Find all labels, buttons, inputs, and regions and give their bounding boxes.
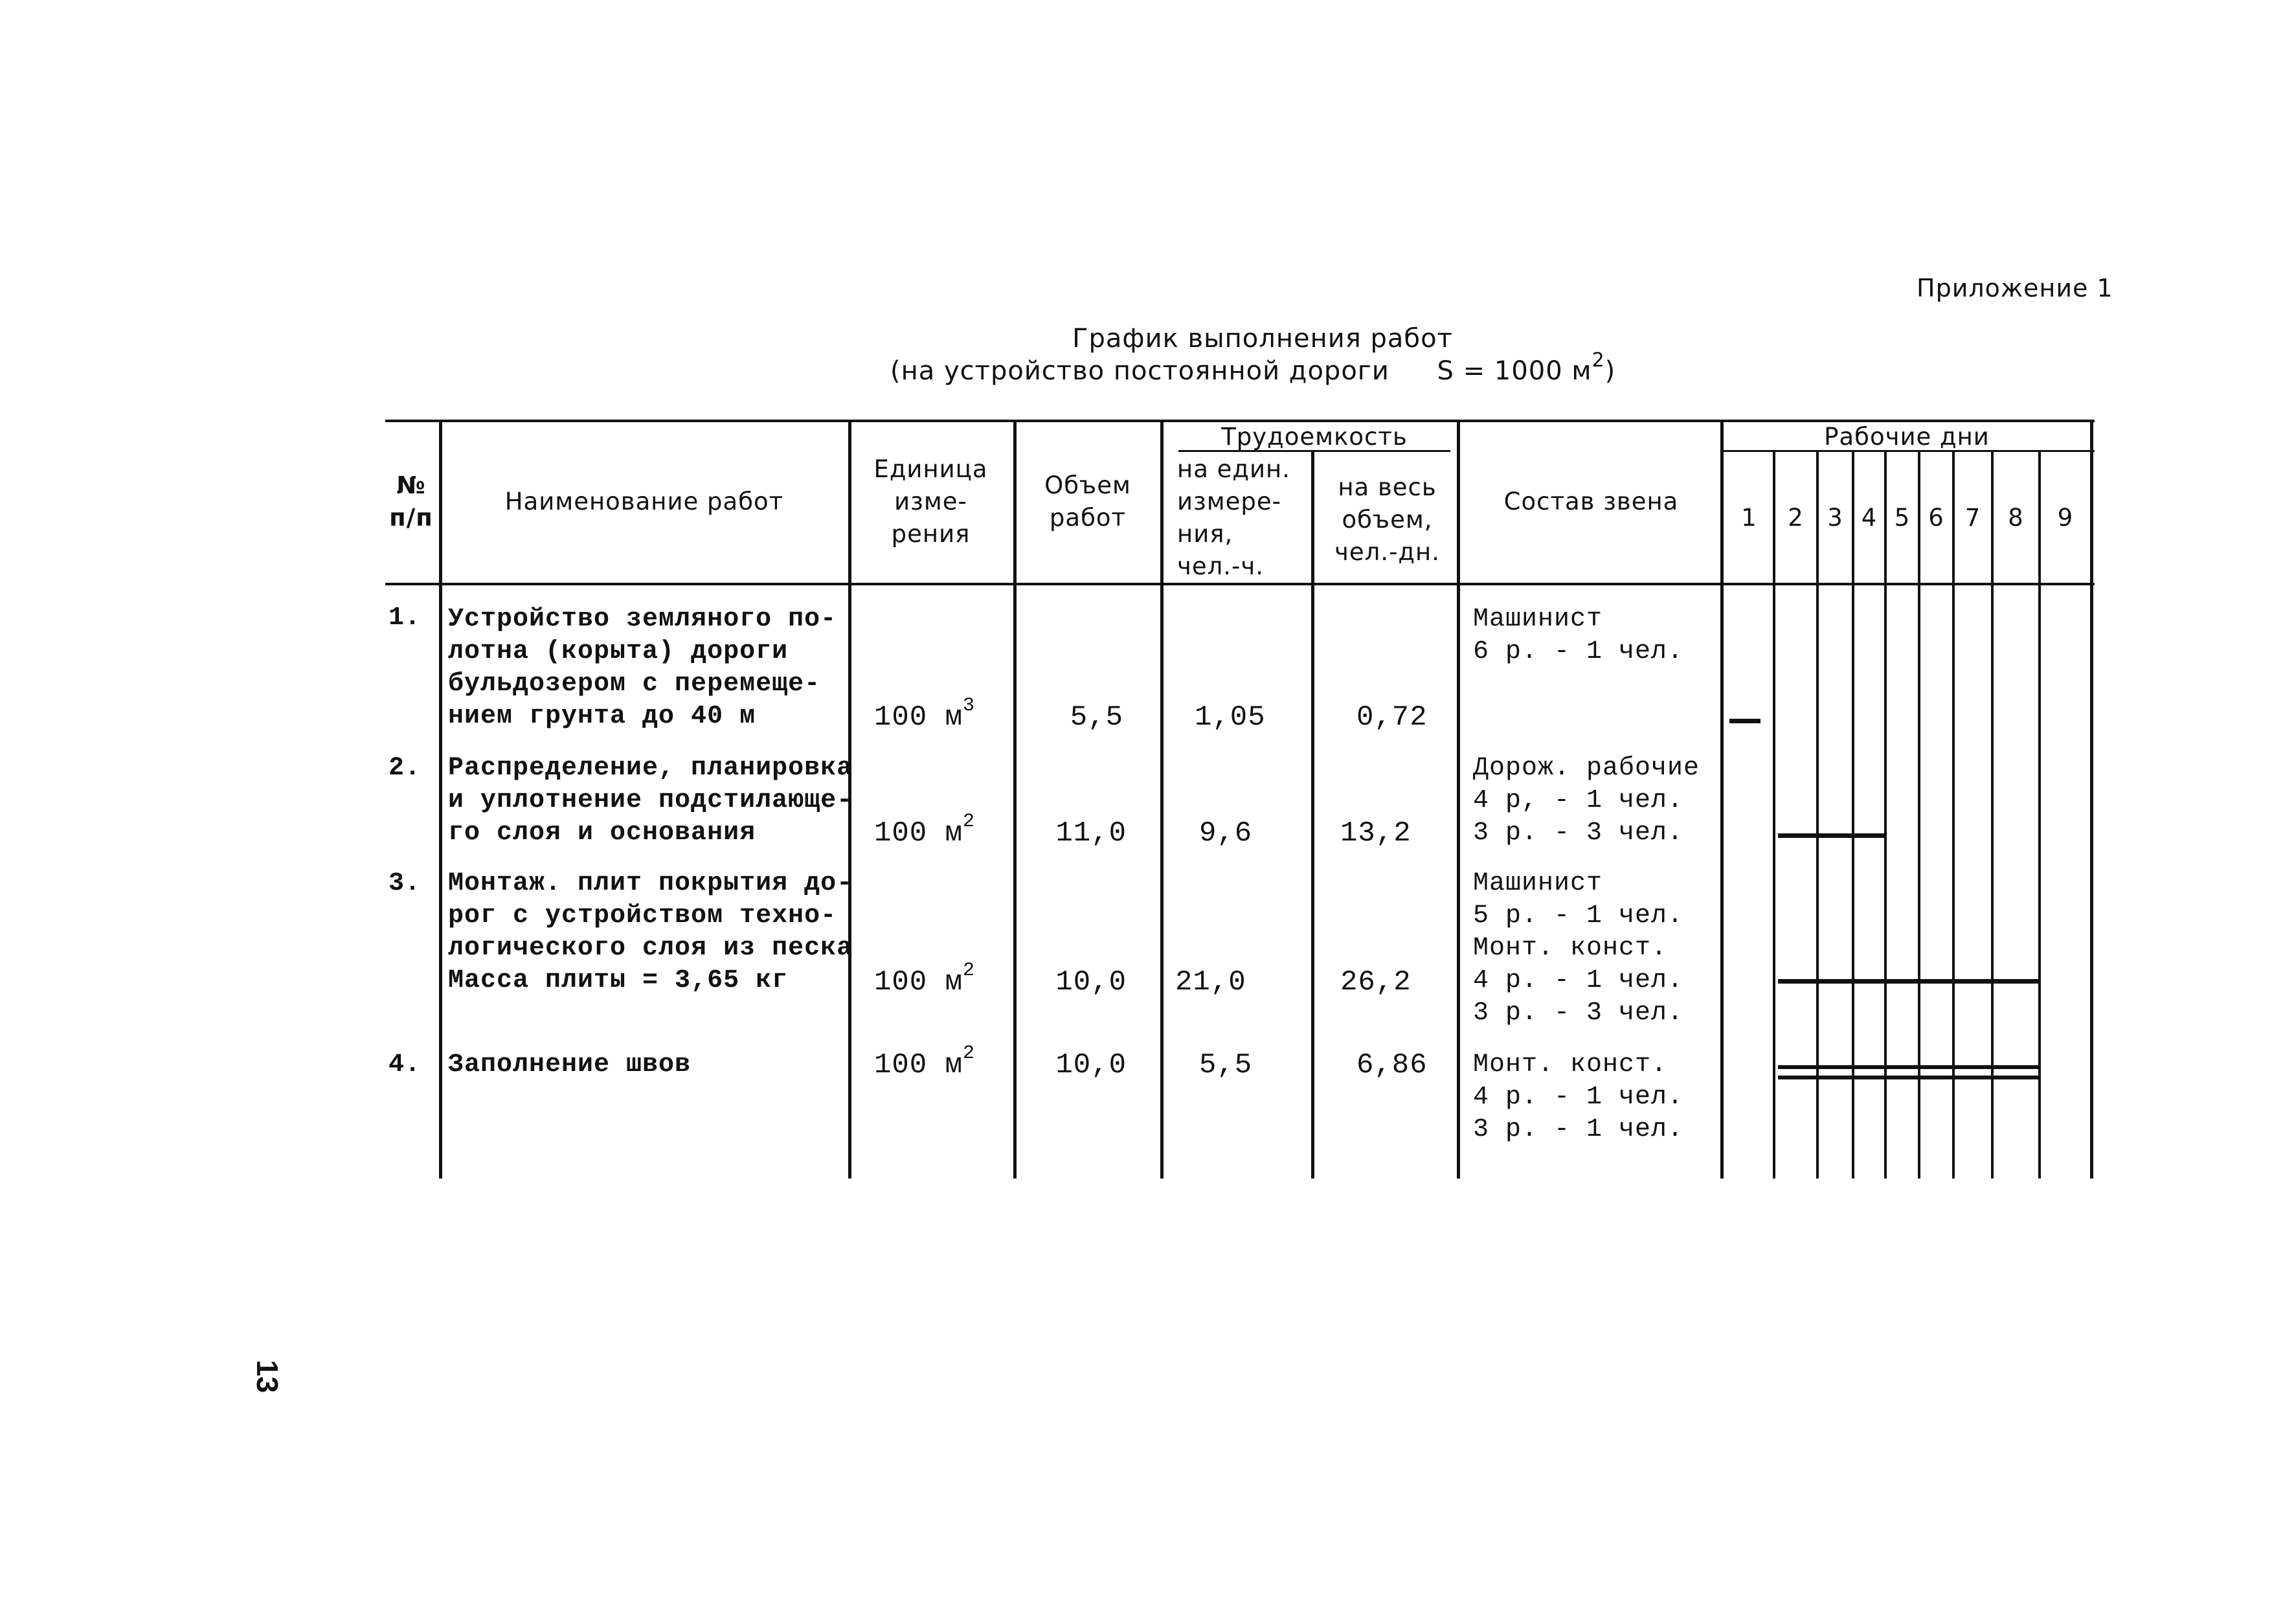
row-3-unit bbox=[874, 960, 976, 998]
row-4-unit bbox=[874, 1043, 976, 1081]
row-4-volume: 10,0 bbox=[1055, 1049, 1127, 1081]
row-1-crew bbox=[1473, 603, 1683, 668]
row-1-per-unit: 1,05 bbox=[1195, 701, 1266, 734]
schedule-bar-row-3 bbox=[1778, 979, 2038, 984]
row-4-crew-line: 3 р. - 1 чел. bbox=[1473, 1115, 1684, 1144]
row-4-unit-text: 100 м bbox=[874, 1049, 963, 1081]
row-4-num: 4. bbox=[388, 1050, 422, 1079]
row-1-num: 1. bbox=[388, 603, 422, 633]
row-3-total: 26,2 bbox=[1340, 966, 1411, 998]
day-header-5: 5 bbox=[1894, 504, 1911, 532]
row-3-name-line: логического слоя из песка bbox=[448, 934, 853, 963]
row-1-unit-exp: 3 bbox=[963, 695, 976, 717]
day-line-5 bbox=[1918, 452, 1920, 1179]
row-4-unit-exp: 2 bbox=[963, 1043, 976, 1065]
row-2-unit-exp: 2 bbox=[963, 811, 976, 833]
row-4-crew-line: Монт. конст. bbox=[1473, 1050, 1668, 1079]
row-4-crew-line: 4 р. - 1 чел. bbox=[1473, 1083, 1684, 1112]
row-2-crew-line: 4 р, - 1 чел. bbox=[1473, 786, 1684, 815]
row-4-total: 6,86 bbox=[1356, 1049, 1428, 1081]
row-2-unit bbox=[874, 811, 976, 850]
header-volume bbox=[1017, 469, 1159, 534]
row-1-volume: 5,5 bbox=[1070, 701, 1123, 734]
header-per-unit-line: ния, bbox=[1177, 520, 1233, 548]
header-num-line: № bbox=[396, 471, 426, 499]
header-labor-per-unit bbox=[1177, 453, 1310, 583]
col-line-per-unit bbox=[1311, 452, 1314, 1179]
header-volume-line: Объем bbox=[1044, 471, 1131, 499]
row-3-crew-line: Монт. конст. bbox=[1473, 934, 1668, 963]
row-3-crew-line: Машинист bbox=[1473, 869, 1603, 898]
row-2-name bbox=[448, 752, 853, 850]
row-2-crew-line: Дорож. рабочие bbox=[1473, 754, 1700, 783]
row-4-name-line: Заполнение швов bbox=[448, 1050, 692, 1079]
header-total-line: чел.-дн. bbox=[1334, 538, 1440, 566]
day-line-6 bbox=[1952, 452, 1955, 1179]
row-3-volume: 10,0 bbox=[1055, 966, 1127, 998]
subtitle-suffix: ) bbox=[1604, 356, 1616, 386]
day-header-7: 7 bbox=[1964, 504, 1981, 532]
row-3-name bbox=[448, 868, 853, 997]
day-line-1 bbox=[1773, 452, 1775, 1179]
col-line-num bbox=[439, 420, 442, 1179]
row-2-crew bbox=[1473, 752, 1700, 850]
row-4-crew bbox=[1473, 1049, 1683, 1146]
row-3-unit-text: 100 м bbox=[874, 966, 963, 998]
schedule-bar-row-1 bbox=[1729, 719, 1760, 723]
header-unit-line: Единица bbox=[873, 455, 988, 483]
row-1-crew-line: 6 р. - 1 чел. bbox=[1473, 637, 1684, 666]
header-name: Наименование работ bbox=[504, 488, 784, 515]
row-1-name-line: Устройство земляного по- bbox=[448, 605, 837, 634]
day-header-6: 6 bbox=[1928, 504, 1944, 532]
schedule-bar-row-4 bbox=[1778, 1076, 2038, 1079]
day-header-9: 9 bbox=[2057, 504, 2074, 532]
header-labor-total bbox=[1318, 471, 1457, 569]
day-header-8: 8 bbox=[2008, 504, 2024, 532]
header-unit-line: изме- bbox=[894, 488, 967, 515]
col-line-total bbox=[1457, 420, 1460, 1179]
row-3-name-line: рог с устройством техно- bbox=[448, 901, 837, 930]
day-header-2: 2 bbox=[1788, 504, 1804, 532]
day-header-1: 1 bbox=[1741, 504, 1757, 532]
document-subtitle bbox=[890, 348, 1616, 387]
header-per-unit-line: чел.-ч. bbox=[1177, 552, 1265, 580]
header-volume-line: работ bbox=[1049, 504, 1127, 532]
subtitle-formula: S = 1000 м bbox=[1437, 356, 1592, 386]
header-labor-group: Трудоемкость bbox=[1221, 423, 1408, 451]
col-line-crew bbox=[1720, 420, 1724, 1179]
row-3-per-unit: 21,0 bbox=[1175, 966, 1246, 998]
row-2-name-line: го слоя и основания bbox=[448, 818, 756, 848]
row-2-total: 13,2 bbox=[1340, 817, 1411, 850]
appendix-label: Приложение 1 bbox=[1917, 274, 2113, 302]
row-4-name bbox=[448, 1049, 691, 1081]
day-header-3: 3 bbox=[1827, 504, 1843, 532]
header-days-group: Рабочие дни bbox=[1824, 423, 1990, 451]
col-line-end bbox=[2090, 420, 2093, 1179]
row-2-unit-text: 100 м bbox=[874, 817, 963, 850]
subtitle-prefix: (на устройство постоянной дороги bbox=[890, 356, 1389, 386]
row-2-crew-line: 3 р. - 3 чел. bbox=[1473, 818, 1684, 848]
header-per-unit-line: измере- bbox=[1177, 488, 1281, 515]
row-3-name-line: Монтаж. плит покрытия до- bbox=[448, 869, 853, 898]
row-1-name-line: бульдозером с перемеще- bbox=[448, 670, 821, 699]
row-1-crew-line: Машинист bbox=[1473, 605, 1603, 634]
row-4-per-unit: 5,5 bbox=[1199, 1049, 1253, 1081]
row-2-name-line: Распределение, планировка bbox=[448, 754, 853, 783]
row-2-per-unit: 9,6 bbox=[1199, 817, 1253, 850]
row-3-crew-line: 4 р. - 1 чел. bbox=[1473, 966, 1684, 995]
header-total-line: объем, bbox=[1342, 506, 1433, 534]
row-3-crew bbox=[1473, 868, 1683, 1030]
header-num-line: п/п bbox=[389, 504, 433, 532]
row-1-unit-text: 100 м bbox=[874, 701, 963, 734]
day-line-4 bbox=[1884, 452, 1887, 1179]
header-per-unit-line: на един. bbox=[1177, 455, 1290, 483]
page-number: 13 bbox=[251, 1360, 284, 1393]
row-2-name-line: и уплотнение подстилающе- bbox=[448, 786, 853, 815]
header-unit-line: рения bbox=[891, 520, 971, 548]
day-line-7 bbox=[1991, 452, 1994, 1179]
row-1-name-line: лотна (корыта) дороги bbox=[448, 637, 789, 666]
row-1-unit bbox=[874, 695, 976, 734]
row-1-total: 0,72 bbox=[1356, 701, 1428, 734]
document-title: График выполнения работ bbox=[1072, 324, 1453, 354]
day-header-4: 4 bbox=[1861, 504, 1878, 532]
header-unit bbox=[851, 453, 1010, 550]
row-3-crew-line: 3 р. - 3 чел. bbox=[1473, 998, 1684, 1028]
day-line-2 bbox=[1816, 452, 1819, 1179]
col-line-volume bbox=[1160, 420, 1164, 1179]
row-3-num: 3. bbox=[388, 869, 422, 898]
row-3-unit-exp: 2 bbox=[963, 960, 976, 982]
day-line-8 bbox=[2038, 452, 2041, 1179]
header-bottom-line bbox=[385, 583, 2095, 585]
row-1-name-line: нием грунта до 40 м bbox=[448, 702, 756, 731]
row-2-num: 2. bbox=[388, 754, 422, 783]
header-crew: Состав звена bbox=[1503, 488, 1679, 515]
header-total-line: на весь bbox=[1338, 473, 1437, 501]
schedule-bar-row-2 bbox=[1778, 833, 1884, 838]
row-3-name-line: Масса плиты = 3,65 кг bbox=[448, 966, 789, 995]
subtitle-exponent: 2 bbox=[1591, 348, 1605, 372]
row-2-volume: 11,0 bbox=[1055, 817, 1127, 850]
row-3-crew-line: 5 р. - 1 чел. bbox=[1473, 901, 1684, 930]
row-1-name bbox=[448, 603, 837, 733]
schedule-bar-row-4 bbox=[1778, 1065, 2038, 1069]
day-line-3 bbox=[1852, 452, 1854, 1179]
header-num bbox=[385, 469, 437, 534]
